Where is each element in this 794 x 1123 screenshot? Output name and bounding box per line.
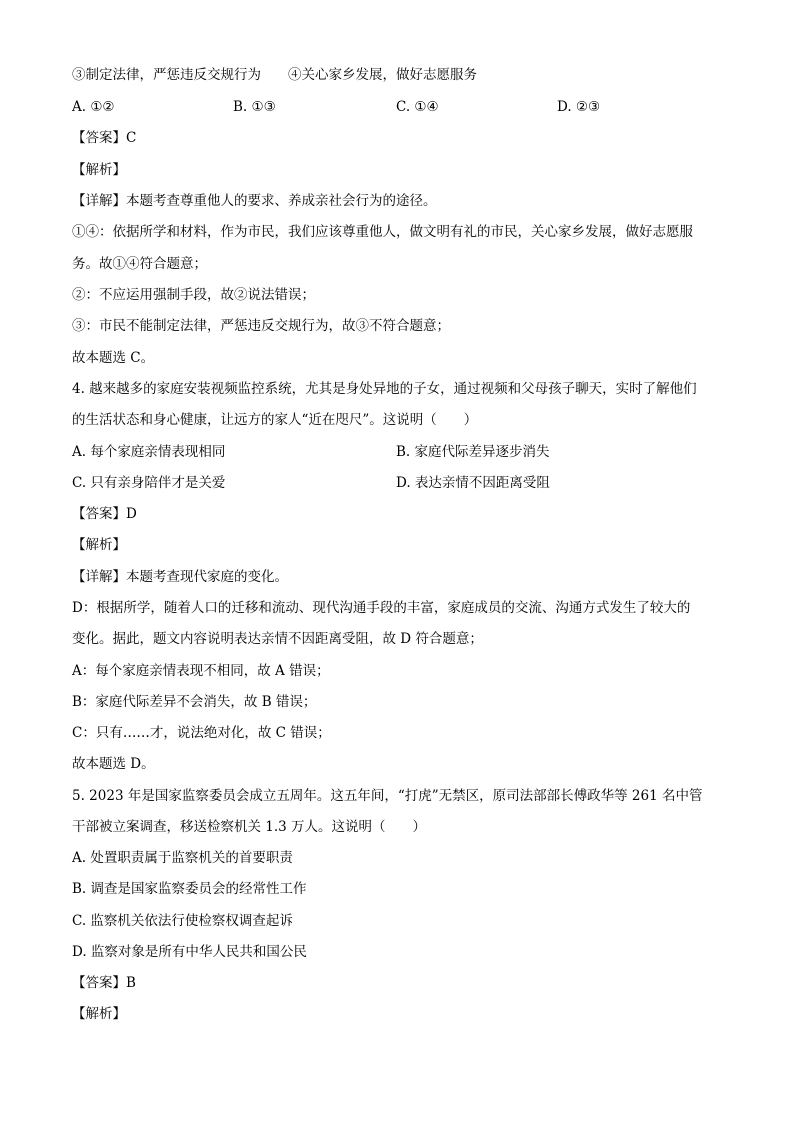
q3-detail: 【详解】本题考查尊重他人的要求、养成亲社会行为的途径。 (72, 193, 437, 209)
q4-detail: 【详解】本题考查现代家庭的变化。 (72, 569, 288, 585)
q4-option-c: C. 只有亲身陪伴才是关爱 (72, 475, 226, 491)
q4-answer: 【答案】D (72, 506, 137, 522)
q3-answer: 【答案】C (72, 130, 137, 146)
q5-stem-line-1: 5. 2023 年是国家监察委员会成立五周年。这五年间，“打虎”无禁区，原司法部部长傅政华等 261 名中管 (72, 788, 703, 804)
q4-explanation-d-b: 变化。据此，题文内容说明表达亲情不因距离受阻，故 D 符合题意； (72, 631, 483, 647)
q4-option-d: D. 表达亲情不因距离受阻 (396, 475, 550, 491)
q5-option-d: D. 监察对象是所有中华人民共和国公民 (72, 944, 307, 960)
q4-explanation-b: B：家庭代际差异不会消失，故 B 错误； (72, 694, 317, 710)
q4-explanation-c: C：只有……才，说法绝对化，故 C 错误； (72, 725, 331, 741)
q3-explanation-1a: ①④：依据所学和材料，作为市民，我们应该尊重他人，做文明有礼的市民，关心家乡发展，做好志愿服 (72, 224, 693, 240)
q4-analysis-heading: 【解析】 (72, 537, 126, 553)
q3-option-d: D. ②③ (557, 99, 601, 115)
q4-stem-line-2: 的生活状态和身心健康，让远方的家人“近在咫尺”。这说明（ ） (72, 412, 478, 428)
q3-explanation-3: ③：市民不能制定法律，严惩违反交规行为，故③不符合题意； (72, 318, 450, 334)
q4-option-b: B. 家庭代际差异逐步消失 (396, 444, 550, 460)
q3-statements-line: ③制定法律，严惩违反交规行为 ④关心家乡发展，做好志愿服务 (72, 67, 477, 83)
q3-option-c: C. ①④ (396, 99, 439, 115)
q3-explanation-1b: 务。故①④符合题意； (72, 256, 207, 272)
q5-stem-line-2: 干部被立案调查，移送检察机关 1.3 万人。这说明（ ） (72, 819, 427, 835)
q5-analysis-heading: 【解析】 (72, 1006, 126, 1022)
q3-option-a: A. ①② (72, 99, 115, 115)
q3-conclusion: 故本题选 C。 (72, 350, 155, 366)
q3-option-b: B. ①③ (233, 99, 276, 115)
q4-option-a: A. 每个家庭亲情表现相同 (72, 444, 226, 460)
q3-explanation-2: ②：不应运用强制手段，故②说法错误； (72, 287, 315, 303)
q4-conclusion: 故本题选 D。 (72, 756, 155, 772)
q4-explanation-a: A：每个家庭亲情表现不相同，故 A 错误； (72, 663, 330, 679)
q3-analysis-heading: 【解析】 (72, 162, 126, 178)
q5-answer: 【答案】B (72, 975, 136, 991)
q5-option-c: C. 监察机关依法行使检察权调查起诉 (72, 913, 293, 929)
q5-option-a: A. 处置职责属于监察机关的首要职责 (72, 850, 293, 866)
q4-stem-line-1: 4. 越来越多的家庭安装视频监控系统，尤其是身处异地的子女，通过视频和父母孩子聊天，实时了解他们 (72, 381, 697, 397)
q4-explanation-d-a: D：根据所学，随着人口的迁移和流动、现代沟通手段的丰富，家庭成员的交流、沟通方式发生了较大的 (72, 600, 691, 616)
q5-option-b: B. 调查是国家监察委员会的经常性工作 (72, 881, 307, 897)
